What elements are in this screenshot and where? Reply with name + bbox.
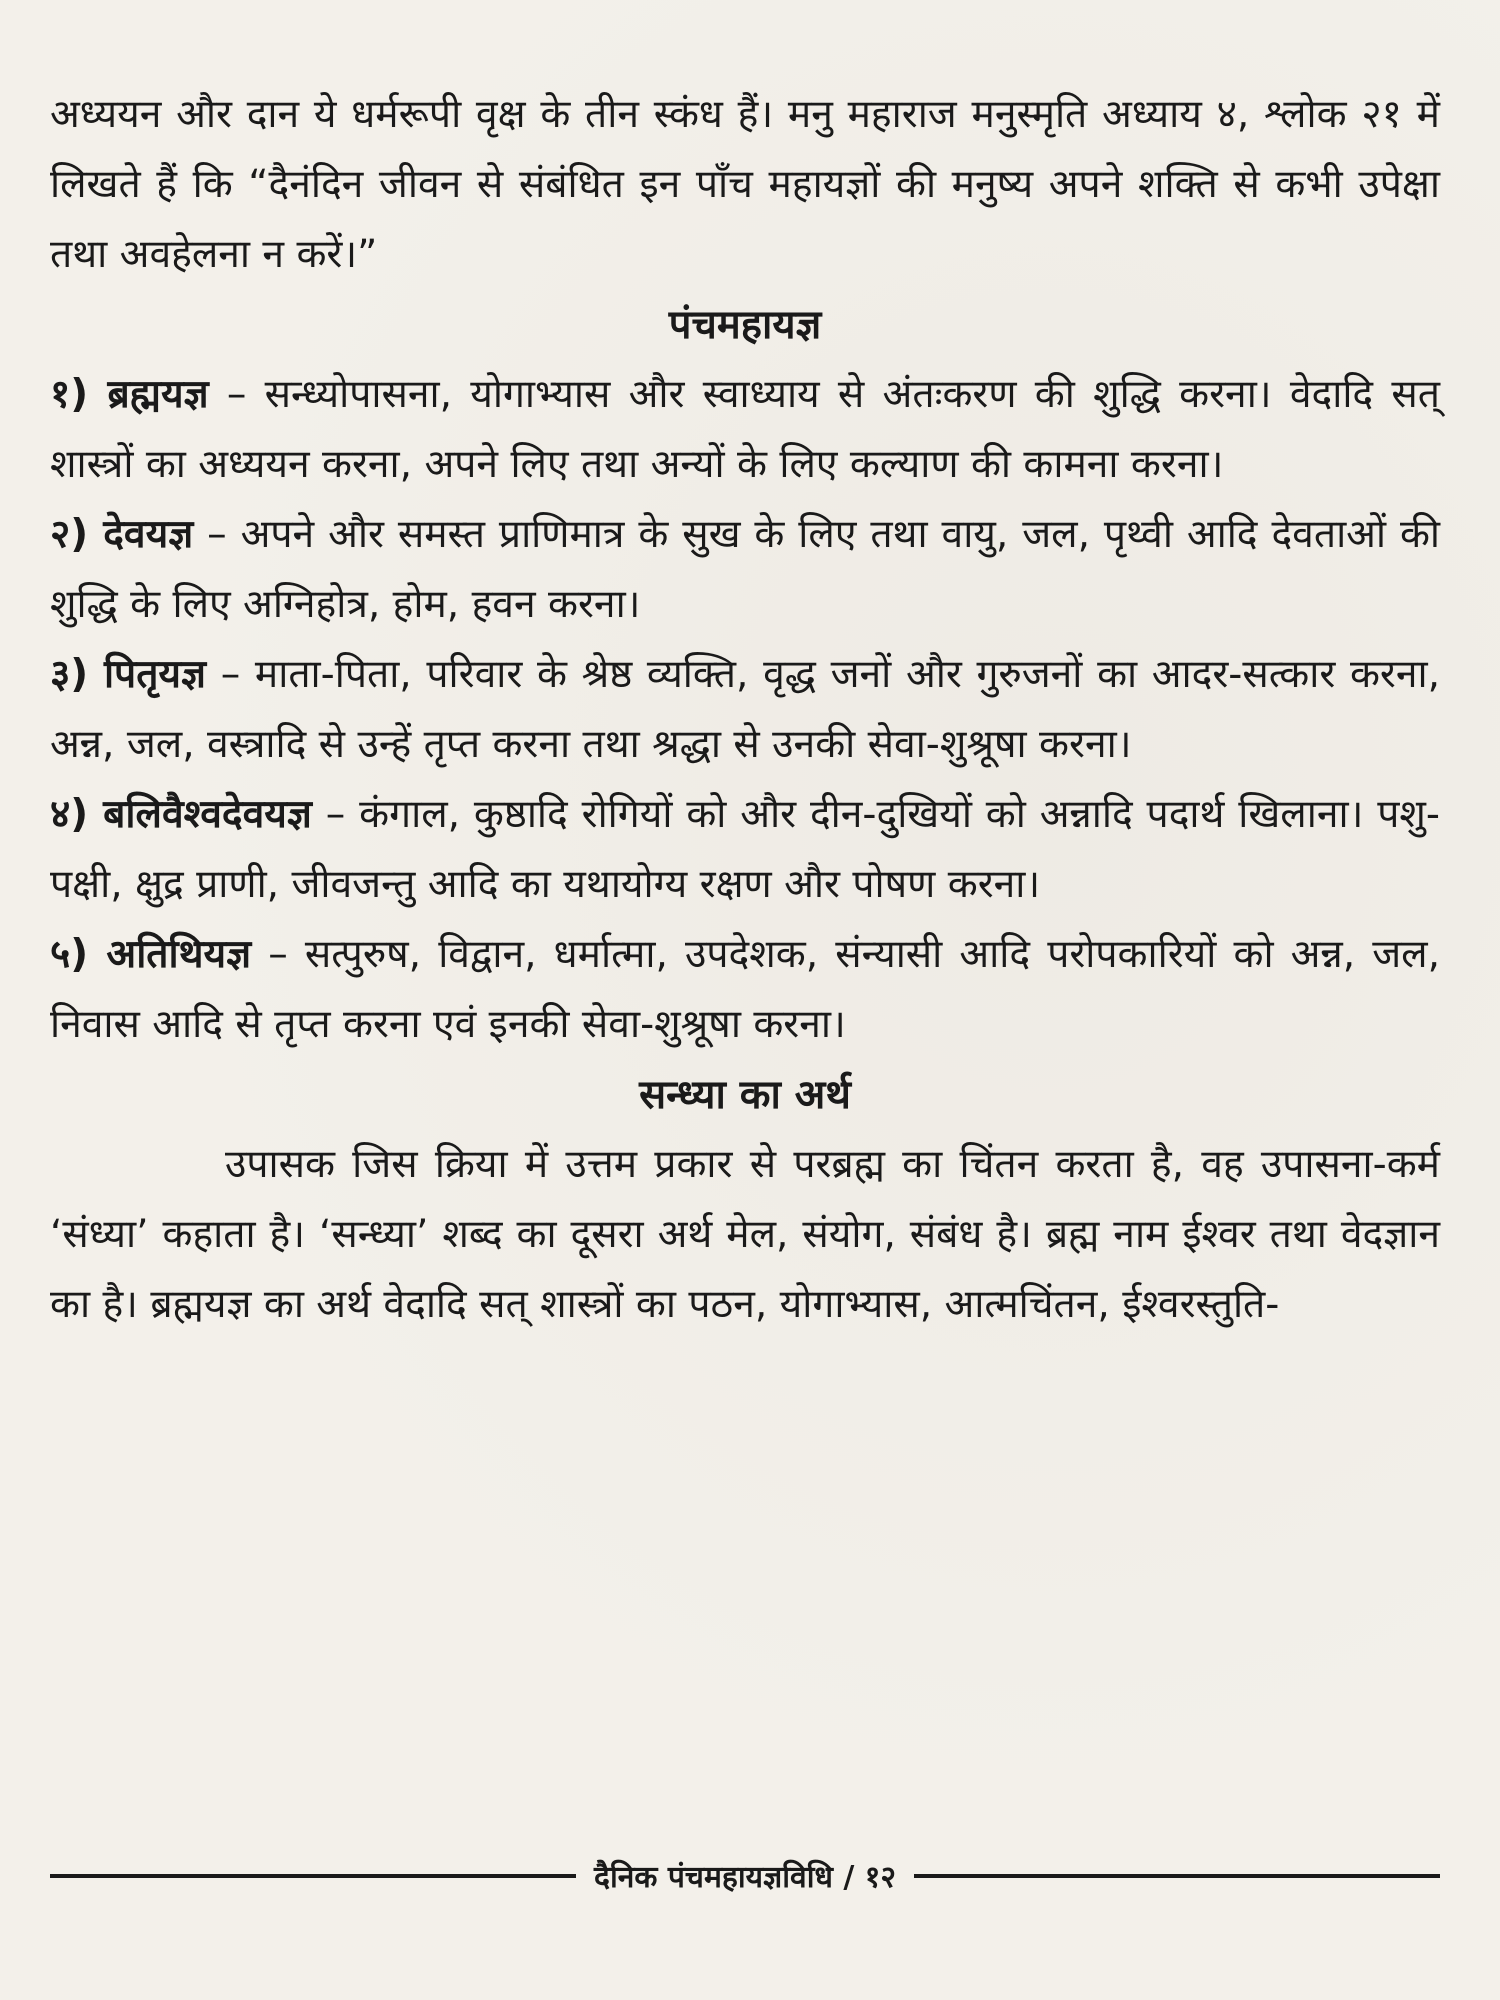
item-pitriyagya: [50, 640, 1440, 780]
item-term: १) ब्रह्मयज्ञ: [50, 372, 209, 417]
item-text: – कंगाल, कुष्ठादि रोगियों को और दीन-दुखियों को अन्नादि पदार्थ खिलाना। पशु-पक्षी, क्षुद्र प्राणी, जीवजन्तु आदि का यथायोग्य रक्षण और पोषण करना।: [50, 792, 1440, 907]
item-text: – माता-पिता, परिवार के श्रेष्ठ व्यक्ति, वृद्ध जनों और गुरुजनों का आदर-सत्कार करना, अन्न, जल, वस्त्रादि से उन्हें तृप्त करना तथा श्रद्धा से उनकी सेवा-शुश्रूषा करना।: [50, 652, 1440, 767]
item-balivaishvadevayagya: [50, 780, 1440, 920]
footer-rule-right: [914, 1874, 1440, 1878]
footer-text: दैनिक पंचमहायज्ञविधि / १२: [594, 1860, 896, 1895]
item-term: ३) पितृयज्ञ: [50, 652, 207, 697]
item-text: – सन्ध्योपासना, योगाभ्यास और स्वाध्याय से अंतःकरण की शुद्धि करना। वेदादि सत् शास्त्रों का अध्ययन करना, अपने लिए तथा अन्यों के लिए कल्याण की कामना करना।: [50, 372, 1440, 487]
item-brahmayagya: [50, 360, 1440, 500]
section-heading-panchmahayagya: पंचमहायज्ञ: [668, 302, 822, 348]
section-heading-sandhya: सन्ध्या का अर्थ: [639, 1072, 851, 1118]
item-term: ४) बलिवैश्वदेवयज्ञ: [50, 792, 312, 837]
item-term: ५) अतिथियज्ञ: [50, 932, 252, 977]
item-text: – अपने और समस्त प्राणिमात्र के सुख के लिए तथा वायु, जल, पृथ्वी आदि देवताओं की शुद्धि के लिए अग्निहोत्र, होम, हवन करना।: [50, 512, 1441, 627]
item-atithiyagya: [50, 920, 1440, 1060]
closing-paragraph: उपासक जिस क्रिया में उत्तम प्रकार से परब्रह्म का चिंतन करता है, वह उपासना-कर्म ‘संध्या’ कहाता है। ‘सन्ध्या’ शब्द का दूसरा अर्थ मेल, संयोग, संबंध है। ब्रह्म नाम ईश्वर तथा वेदज्ञान का है। ब्रह्मयज्ञ का अर्थ वेदादि सत् शास्त्रों का पठन, योगाभ्यास, आत्मचिंतन, ईश्वरस्तुति-: [50, 1142, 1440, 1327]
item-text: – सत्पुरुष, विद्वान, धर्मात्मा, उपदेशक, संन्यासी आदि परोपकारियों को अन्न, जल, निवास आदि से तृप्त करना एवं इनकी सेवा-शुश्रूषा करना।: [50, 932, 1440, 1047]
item-devayagya: [50, 500, 1440, 640]
page-footer: [50, 1855, 1440, 1896]
footer-rule-left: [50, 1874, 576, 1878]
item-term: २) देवयज्ञ: [50, 512, 194, 557]
intro-paragraph: अध्ययन और दान ये धर्मरूपी वृक्ष के तीन स्कंध हैं। मनु महाराज मनुस्मृति अध्याय ४, श्लोक २१ में लिखते हैं कि “दैनंदिन जीवन से संबंधित इन पाँच महायज्ञों की मनुष्य अपने शक्ति से कभी उपेक्षा तथा अवहेलना न करें।”: [50, 92, 1440, 277]
